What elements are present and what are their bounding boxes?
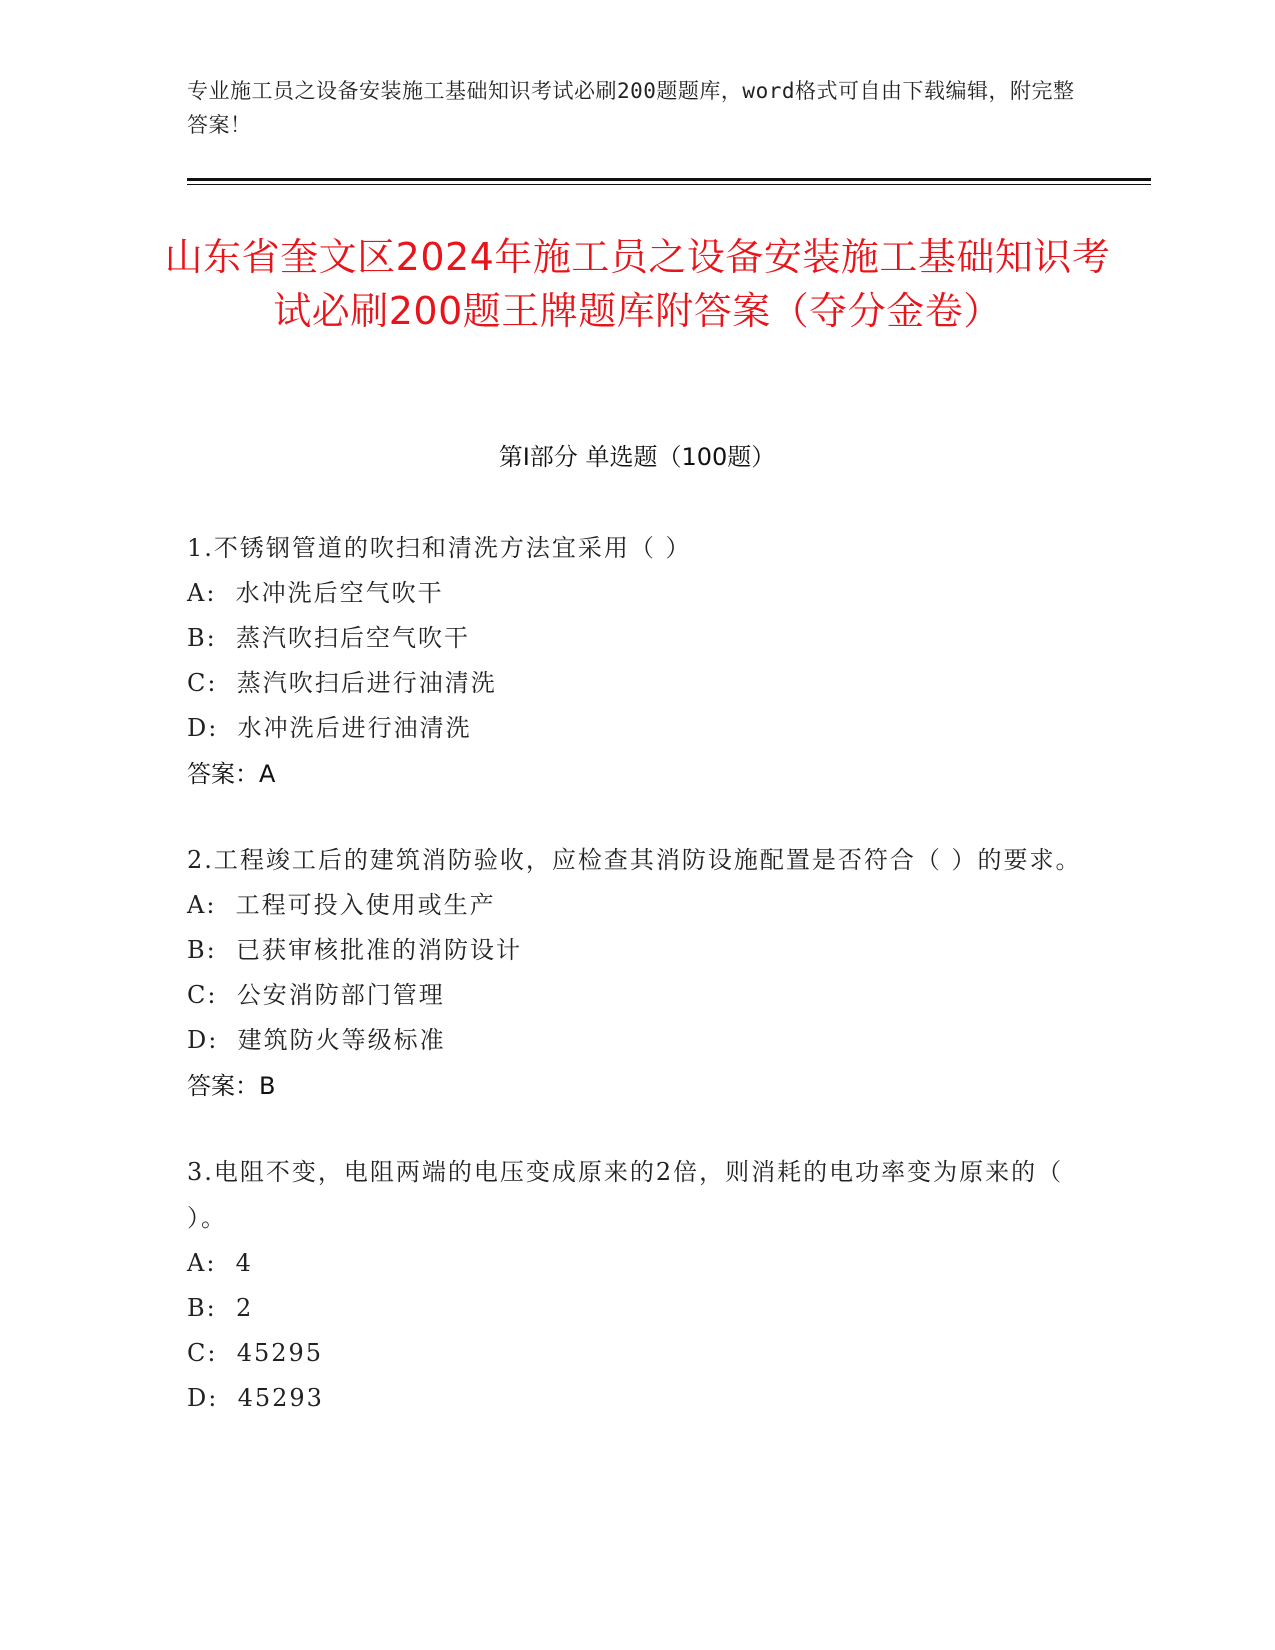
option-d: D: 45293: [187, 1384, 324, 1412]
option-b: B: 已获审核批准的消防设计: [187, 936, 522, 964]
section-heading: 第I部分 单选题（100题）: [498, 443, 776, 471]
question-stem: 1.不锈钢管道的吹扫和清洗方法宜采用（ ）: [187, 534, 692, 562]
option-b: B: 2: [187, 1294, 254, 1322]
option-a: A: 4: [187, 1249, 253, 1277]
option-c: C: 蒸汽吹扫后进行油清洗: [187, 669, 497, 697]
option-d: D: 水冲洗后进行油清洗: [187, 714, 472, 742]
question-item: [187, 837, 1087, 1109]
header-note: 专业施工员之设备安装施工基础知识考试必刷200题题库，word格式可自由下载编辑，附完整答案！: [187, 79, 1075, 137]
option-a: A: 工程可投入使用或生产: [187, 891, 496, 919]
header-divider-thick: [187, 178, 1151, 181]
option-c: C: 45295: [187, 1339, 324, 1367]
answer-line: 答案：A: [187, 760, 276, 788]
question-list: [187, 525, 1087, 1461]
option-d: D: 建筑防火等级标准: [187, 1026, 446, 1054]
option-c: C: 公安消防部门管理: [187, 981, 445, 1009]
option-b: B: 蒸汽吹扫后空气吹干: [187, 624, 470, 652]
option-a: A: 水冲洗后空气吹干: [187, 579, 444, 607]
question-item: [187, 1149, 1087, 1421]
question-stem: 2.工程竣工后的建筑消防验收，应检查其消防设施配置是否符合（ ）的要求。: [187, 846, 1082, 874]
header-divider-thin: [187, 184, 1151, 185]
document-title: 山东省奎文区2024年施工员之设备安装施工基础知识考试必刷200题王牌题库附答案（夺分金卷）: [164, 235, 1111, 333]
question-item: [187, 525, 1087, 797]
question-stem: 3.电阻不变，电阻两端的电压变成原来的2倍，则消耗的电功率变为原来的（ ）。: [187, 1158, 1064, 1232]
answer-line: 答案：B: [187, 1072, 276, 1100]
